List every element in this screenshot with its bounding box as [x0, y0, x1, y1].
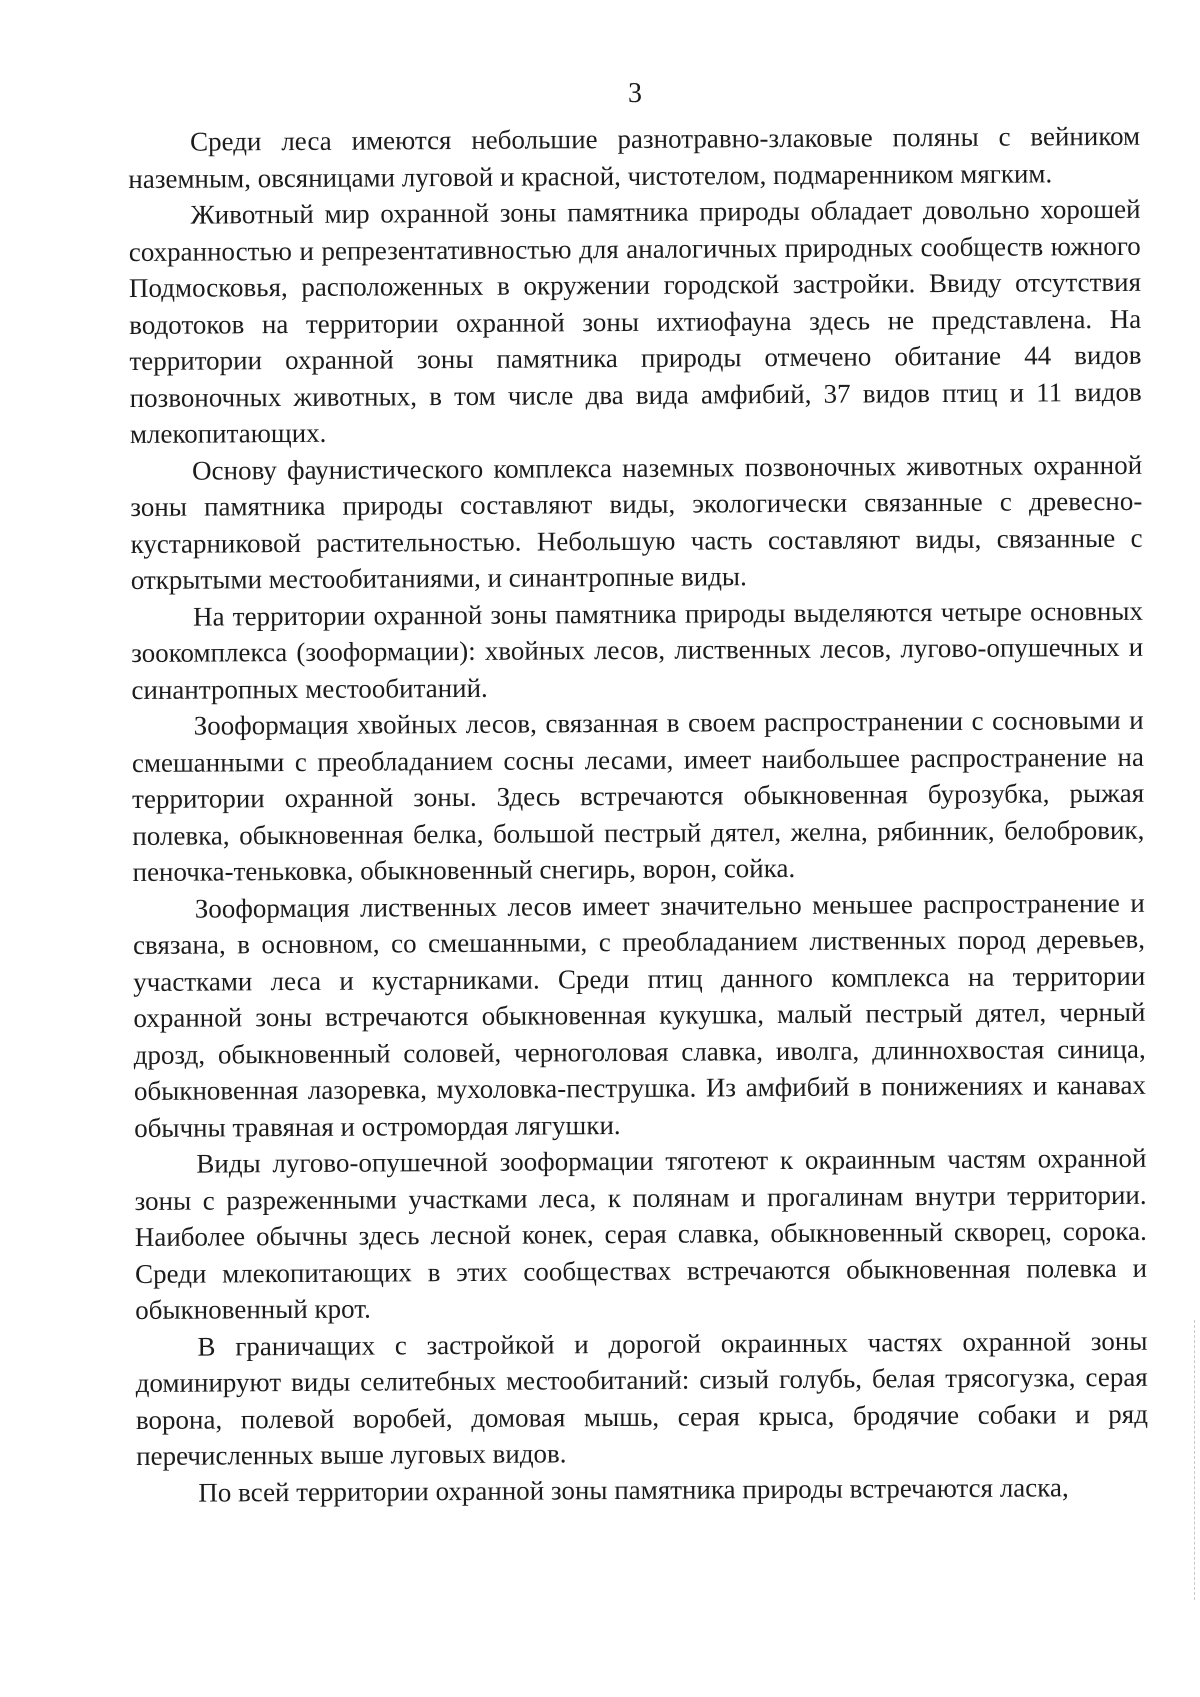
paragraph-coniferous-forests: Зооформация хвойных лесов, связанная в своем распространении с сосновыми и смешанными с преобладанием сосны лесами, имеет наибольшее распространение на территории охранной зоны. Здесь встречаются обыкновенная бурозубка, рыжая полевка, обыкновенная белка, большой пестрый дятел, желна, рябинник, белобровик, пеночка-теньковка, обыкновенный снегирь, ворон, сойка. — [131, 704, 1145, 887]
paragraph-deciduous-forests: Зооформация лиственных лесов имеет значительно меньшее распространение и связана, в основном, со смешанными, с преобладанием лиственных пород деревьев, участками леса и кустарниками. Среди птиц данного комплекса на территории охранной зоны встречаются обыкновенная кукушка, малый пестрый дятел, черный дрозд, обыкновенный соловей, черноголовая славка, иволга, длиннохвостая синица, обыкновенная лазоревка, мухоловка-пеструшка. Из амфибий в понижениях и канавах обычны травяная и остромордая лягушки. — [132, 887, 1146, 1143]
page-number: 3 — [628, 78, 642, 109]
paragraph-continuation: По всей территории охранной зоны памятника природы встречаются ласка, — [198, 1471, 1069, 1508]
document-body — [128, 118, 1148, 1511]
scan-edge-mark — [1194, 1320, 1197, 1600]
paragraph-synanthropic: В граничащих с застройкой и дорогой окраинных частях охранной зоны доминируют виды селитебных местообитаний: сизый голубь, белая трясогузка, серая ворона, полевой воробей, домовая мышь, серая крыса, бродячие собаки и ряд перечисленных выше луговых видов. — [135, 1325, 1148, 1471]
paragraph-meadow-edge: Виды лугово-опушечной зооформации тяготеют к окраинным частям охранной зоны с разреженными участками леса, к полянам и прогалинам внутри территории. Наиболее обычны здесь лесной конек, серая славка, обыкновенный скворец, сорока. Среди млекопитающих в этих сообществах встречаются обыкновенная полевка и обыкновенный крот. — [134, 1142, 1148, 1325]
paragraph-meadows: Среди леса имеются небольшие разнотравно-злаковые поляны с вейником наземным, овсяницами луговой и красной, чистотелом, подмаренником мягким. — [128, 120, 1141, 194]
paragraph-faunal-complex: Основу фаунистического комплекса наземных позвоночных животных охранной зоны памятника природы составляют виды, экологически связанные с древесно-кустарниковой растительностью. Небольшую часть составляют виды, связанные с открытыми местообитаниями, и синантропные виды. — [130, 449, 1143, 595]
paragraph-zoocomplexes: На территории охранной зоны памятника природы выделяются четыре основных зоокомплекса (зооформации): хвойных лесов, лиственных лесов, лугово-опушечных и синантропных местообитаний. — [131, 595, 1144, 705]
paragraph-fauna-overview: Животный мир охранной зоны памятника природы обладает довольно хорошей сохранностью и репрезентативностью для аналогичных природных сообществ южного Подмосковья, расположенных в окружении городской застройки. Ввиду отсутствия водотоков на территории охранной зоны ихтиофауна здесь не представлена. На территории охранной зоны памятника природы отмечено обитание 44 видов позвоночных животных, в том числе два вида амфибий, 37 видов птиц и 11 видов млекопитающих. — [128, 193, 1142, 449]
